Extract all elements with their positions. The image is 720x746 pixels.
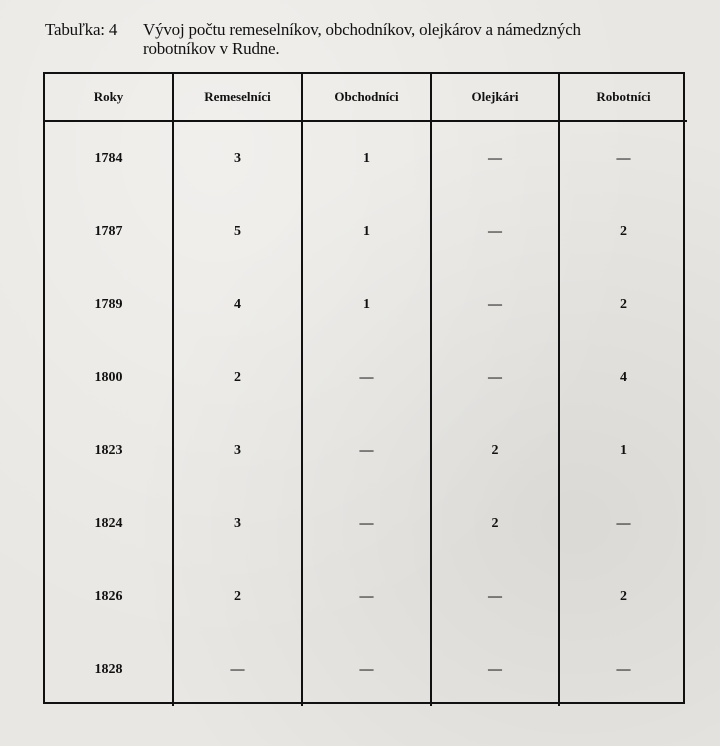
cell-year: 1800	[94, 369, 123, 385]
caption-title	[143, 20, 685, 58]
cell-workers: 2	[559, 195, 687, 268]
cell-merchants: —	[302, 487, 431, 560]
cell-merchants: 1	[302, 121, 431, 195]
caption-title-line-1: Vývoj počtu remeselníkov, obchodníkov, olejkárov a námedzných	[143, 20, 581, 39]
cell-craftsmen: 3	[173, 121, 302, 195]
header-years: Roky	[45, 74, 173, 121]
cell-year: 1826	[94, 588, 123, 604]
cell-craftsmen: 4	[173, 268, 302, 341]
table-row	[45, 633, 687, 706]
cell-craftsmen: 3	[173, 414, 302, 487]
table-row	[45, 414, 687, 487]
table-caption	[45, 20, 685, 58]
cell-workers: —	[559, 121, 687, 195]
cell-workers: 2	[559, 268, 687, 341]
cell-workers: 2	[559, 560, 687, 633]
cell-craftsmen: 3	[173, 487, 302, 560]
header-workers: Robotníci	[559, 74, 687, 121]
caption-title-line-2: robotníkov v Rudne.	[143, 39, 280, 58]
header-oil-sellers: Olejkári	[431, 74, 559, 121]
table-row	[45, 341, 687, 414]
header-merchants: Obchodníci	[302, 74, 431, 121]
cell-merchants: —	[302, 560, 431, 633]
cell-workers: 1	[559, 414, 687, 487]
cell-oil-sellers: —	[431, 121, 559, 195]
cell-year: 1828	[94, 661, 123, 677]
cell-oil-sellers: —	[431, 195, 559, 268]
cell-workers: —	[559, 487, 687, 560]
cell-oil-sellers: —	[431, 268, 559, 341]
cell-craftsmen: 2	[173, 560, 302, 633]
table-header-row	[45, 74, 687, 121]
table-row	[45, 268, 687, 341]
cell-year: 1784	[94, 150, 123, 166]
table-row	[45, 487, 687, 560]
cell-craftsmen: —	[173, 633, 302, 706]
cell-craftsmen: 5	[173, 195, 302, 268]
cell-merchants: —	[302, 414, 431, 487]
cell-year: 1823	[94, 442, 123, 458]
cell-merchants: 1	[302, 195, 431, 268]
cell-oil-sellers: 2	[431, 487, 559, 560]
cell-oil-sellers: —	[431, 341, 559, 414]
data-table-frame	[43, 72, 685, 704]
cell-workers: 4	[559, 341, 687, 414]
table-row	[45, 195, 687, 268]
cell-workers: —	[559, 633, 687, 706]
cell-oil-sellers: —	[431, 633, 559, 706]
cell-year: 1824	[94, 515, 123, 531]
cell-merchants: 1	[302, 268, 431, 341]
table-row	[45, 121, 687, 195]
cell-year: 1789	[94, 296, 123, 312]
cell-oil-sellers: 2	[431, 414, 559, 487]
data-table	[45, 74, 687, 706]
cell-merchants: —	[302, 341, 431, 414]
header-craftsmen: Remeselníci	[173, 74, 302, 121]
cell-oil-sellers: —	[431, 560, 559, 633]
table-row	[45, 560, 687, 633]
cell-year: 1787	[94, 223, 123, 239]
cell-merchants: —	[302, 633, 431, 706]
cell-craftsmen: 2	[173, 341, 302, 414]
caption-label: Tabuľka: 4	[45, 20, 118, 39]
